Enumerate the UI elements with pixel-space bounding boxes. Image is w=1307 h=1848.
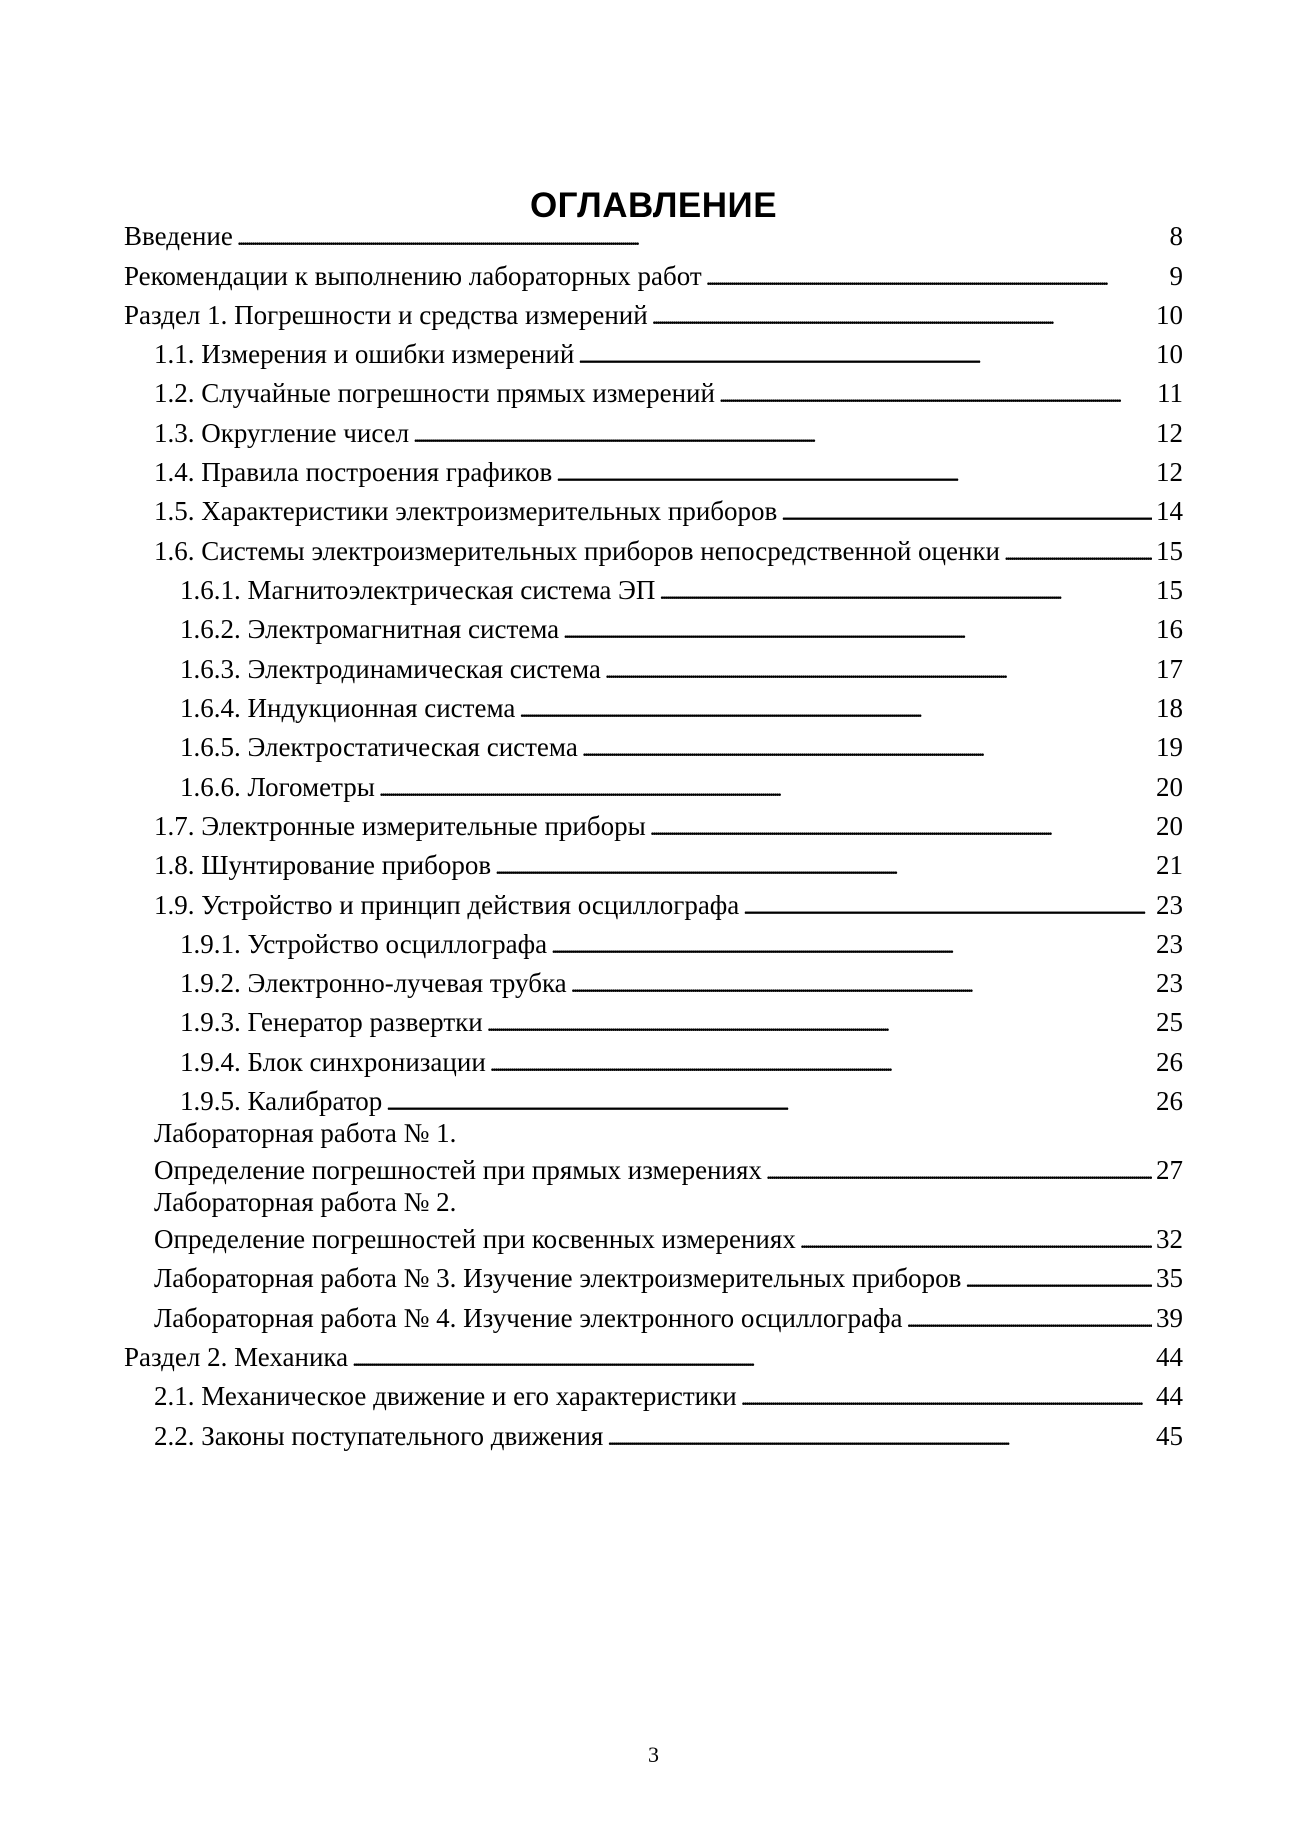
dot-leader xyxy=(563,612,1152,648)
dot-leader xyxy=(607,1419,1152,1455)
dot-leader xyxy=(352,1340,1152,1376)
dot-leader xyxy=(781,494,1152,530)
toc-entry[interactable] xyxy=(180,573,1183,607)
dot-leader xyxy=(490,1045,1152,1081)
toc-entry-page-number: 25 xyxy=(1156,1007,1183,1037)
toc-entry-heading: Лабораторная работа № 2. xyxy=(154,1187,457,1217)
toc-entry-title: 1.9. Устройство и принцип действия осциллографа xyxy=(154,890,740,920)
toc-entry-page-number: 44 xyxy=(1156,1342,1183,1372)
toc-entry-page-number: 19 xyxy=(1156,732,1183,762)
toc-entry[interactable] xyxy=(154,848,1183,882)
toc-entry-page-number: 10 xyxy=(1156,339,1183,369)
toc-entry-title: Определение погрешностей при прямых измерениях xyxy=(154,1155,762,1185)
dot-leader xyxy=(743,888,1152,924)
toc-entry-page-number: 15 xyxy=(1156,575,1183,605)
dot-leader xyxy=(487,1005,1152,1041)
toc-entry-title: 1.6.4. Индукционная система xyxy=(180,693,516,723)
toc-entry[interactable] xyxy=(124,298,1183,332)
toc-entry-page-number: 23 xyxy=(1156,890,1183,920)
toc-entry-heading: Лабораторная работа № 1. xyxy=(154,1118,457,1148)
toc-entry-page-number: 23 xyxy=(1156,929,1183,959)
dot-leader xyxy=(582,730,1152,766)
toc-entry[interactable] xyxy=(154,337,1183,371)
toc-entry[interactable] xyxy=(124,219,1183,253)
toc-entry-title: Лабораторная работа № 3. Изучение электроизмерительных приборов xyxy=(154,1263,962,1293)
page-number: 3 xyxy=(648,1742,659,1767)
dot-leader xyxy=(551,927,1152,963)
toc-entry[interactable] xyxy=(180,770,1183,804)
toc-entry[interactable] xyxy=(154,1419,1183,1453)
dot-leader xyxy=(556,455,1152,491)
dot-leader xyxy=(766,1153,1152,1189)
dot-leader xyxy=(906,1301,1152,1337)
toc-entry[interactable] xyxy=(180,966,1183,1000)
dot-leader xyxy=(650,809,1152,845)
toc-entry[interactable] xyxy=(124,1340,1183,1374)
dot-leader xyxy=(413,416,1152,452)
toc-entry[interactable] xyxy=(154,1261,1183,1295)
toc-entry-title: Лабораторная работа № 4. Изучение электронного осциллографа xyxy=(154,1303,903,1333)
toc-entry-page-number: 26 xyxy=(1156,1047,1183,1077)
toc-entry-title: Раздел 1. Погрешности и средства измерений xyxy=(124,300,648,330)
dot-leader xyxy=(741,1379,1152,1415)
toc-entry-title: 1.6. Системы электроизмерительных приборов непосредственной оценки xyxy=(154,536,1001,566)
dot-leader xyxy=(652,298,1152,334)
toc-entry-page-number: 16 xyxy=(1156,614,1183,644)
toc-entry[interactable] xyxy=(154,534,1183,568)
toc-entry-title: Введение xyxy=(124,221,233,251)
toc-entry-title: Рекомендации к выполнению лабораторных работ xyxy=(124,261,702,291)
toc-entry-page-number: 18 xyxy=(1156,693,1183,723)
toc-entry-page-number: 10 xyxy=(1156,300,1183,330)
dot-leader xyxy=(386,1084,1152,1120)
toc-entry[interactable] xyxy=(154,494,1183,528)
toc-entry-title: 1.1. Измерения и ошибки измерений xyxy=(154,339,575,369)
toc-entry-title: 1.9.3. Генератор развертки xyxy=(180,1007,483,1037)
toc-entry-title: 2.2. Законы поступательного движения xyxy=(154,1421,604,1451)
toc-entry-title: 1.9.5. Калибратор xyxy=(180,1086,383,1116)
toc-entry-page-number: 9 xyxy=(1169,261,1183,291)
dot-leader xyxy=(965,1261,1152,1297)
toc-entry[interactable] xyxy=(154,376,1183,410)
toc-entry-title: 1.8. Шунтирование приборов xyxy=(154,850,492,880)
toc-entry-title: 1.6.3. Электродинамическая система xyxy=(180,654,601,684)
toc-entry[interactable] xyxy=(180,612,1183,646)
dot-leader xyxy=(237,219,1166,255)
toc-entry-title: 1.4. Правила построения графиков xyxy=(154,457,553,487)
toc-entry-title: 2.1. Механическое движение и его характеристики xyxy=(154,1381,737,1411)
toc-entry-title: 1.6.6. Логометры xyxy=(180,772,375,802)
dot-leader xyxy=(379,770,1152,806)
dot-leader xyxy=(1004,534,1152,570)
toc-entry[interactable] xyxy=(180,927,1183,961)
toc-entry-title: 1.9.4. Блок синхронизации xyxy=(180,1047,486,1077)
toc-entry-title: Раздел 2. Механика xyxy=(124,1342,349,1372)
toc-entry[interactable] xyxy=(154,809,1183,843)
toc-entry[interactable] xyxy=(154,416,1183,450)
toc-entry-title: 1.9.2. Электронно-лучевая трубка xyxy=(180,968,567,998)
toc-entry[interactable] xyxy=(154,455,1183,489)
toc-entry[interactable] xyxy=(180,691,1183,725)
dot-leader xyxy=(706,259,1166,295)
toc-entry[interactable] xyxy=(180,1084,1183,1118)
toc-entry[interactable] xyxy=(180,1045,1183,1079)
dot-leader xyxy=(495,848,1152,884)
toc-entry[interactable] xyxy=(124,259,1183,293)
page-title: ОГЛАВЛЕНИЕ xyxy=(529,186,778,225)
toc-entry-title: 1.2. Случайные погрешности прямых измерений xyxy=(154,378,715,408)
toc-entry-page-number: 45 xyxy=(1156,1421,1183,1451)
toc-entry-page-number: 32 xyxy=(1156,1224,1183,1254)
dot-leader xyxy=(719,376,1153,412)
toc-entry-page-number: 26 xyxy=(1156,1086,1183,1116)
toc-entry-title: 1.6.2. Электромагнитная система xyxy=(180,614,560,644)
toc-entry-page-number: 39 xyxy=(1156,1303,1183,1333)
toc-entry[interactable] xyxy=(154,1379,1183,1413)
dot-leader xyxy=(519,691,1152,727)
toc-entry-page-number: 14 xyxy=(1156,496,1183,526)
toc-entry-page-number: 27 xyxy=(1156,1155,1183,1185)
toc-entry-page-number: 21 xyxy=(1156,850,1183,880)
toc-entry-page-number: 12 xyxy=(1156,418,1183,448)
toc-entry-page-number: 35 xyxy=(1156,1263,1183,1293)
toc-entry[interactable] xyxy=(180,730,1183,764)
toc-entry-page-number: 20 xyxy=(1156,772,1183,802)
dot-leader xyxy=(571,966,1152,1002)
toc-entry-page-number: 15 xyxy=(1156,536,1183,566)
toc-entry-page-number: 17 xyxy=(1156,654,1183,684)
toc-entry[interactable] xyxy=(154,888,1183,922)
dot-leader xyxy=(605,652,1152,688)
toc-entry[interactable] xyxy=(180,652,1183,686)
toc-entry-page-number: 44 xyxy=(1156,1381,1183,1411)
toc-entry[interactable] xyxy=(154,1222,1183,1256)
toc-entry[interactable] xyxy=(154,1153,1183,1187)
toc-entry-title: 1.7. Электронные измерительные приборы xyxy=(154,811,646,841)
dot-leader xyxy=(800,1222,1152,1258)
toc-entry-title: Определение погрешностей при косвенных измерениях xyxy=(154,1224,796,1254)
toc-entry-page-number: 11 xyxy=(1157,378,1183,408)
toc-entry[interactable] xyxy=(180,1005,1183,1039)
toc-entry-title: 1.5. Характеристики электроизмерительных приборов xyxy=(154,496,778,526)
toc-entry-title: 1.3. Округление чисел xyxy=(154,418,410,448)
toc-entry-page-number: 23 xyxy=(1156,968,1183,998)
toc-entry-title: 1.6.1. Магнитоэлектрическая система ЭП xyxy=(180,575,656,605)
dot-leader xyxy=(659,573,1152,609)
toc-entry-title: 1.9.1. Устройство осциллографа xyxy=(180,929,548,959)
toc-entry-page-number: 12 xyxy=(1156,457,1183,487)
toc-entry[interactable] xyxy=(154,1301,1183,1335)
toc-entry-title: 1.6.5. Электростатическая система xyxy=(180,732,578,762)
toc-entry-page-number: 20 xyxy=(1156,811,1183,841)
toc-entry-page-number: 8 xyxy=(1169,221,1183,251)
dot-leader xyxy=(578,337,1152,373)
